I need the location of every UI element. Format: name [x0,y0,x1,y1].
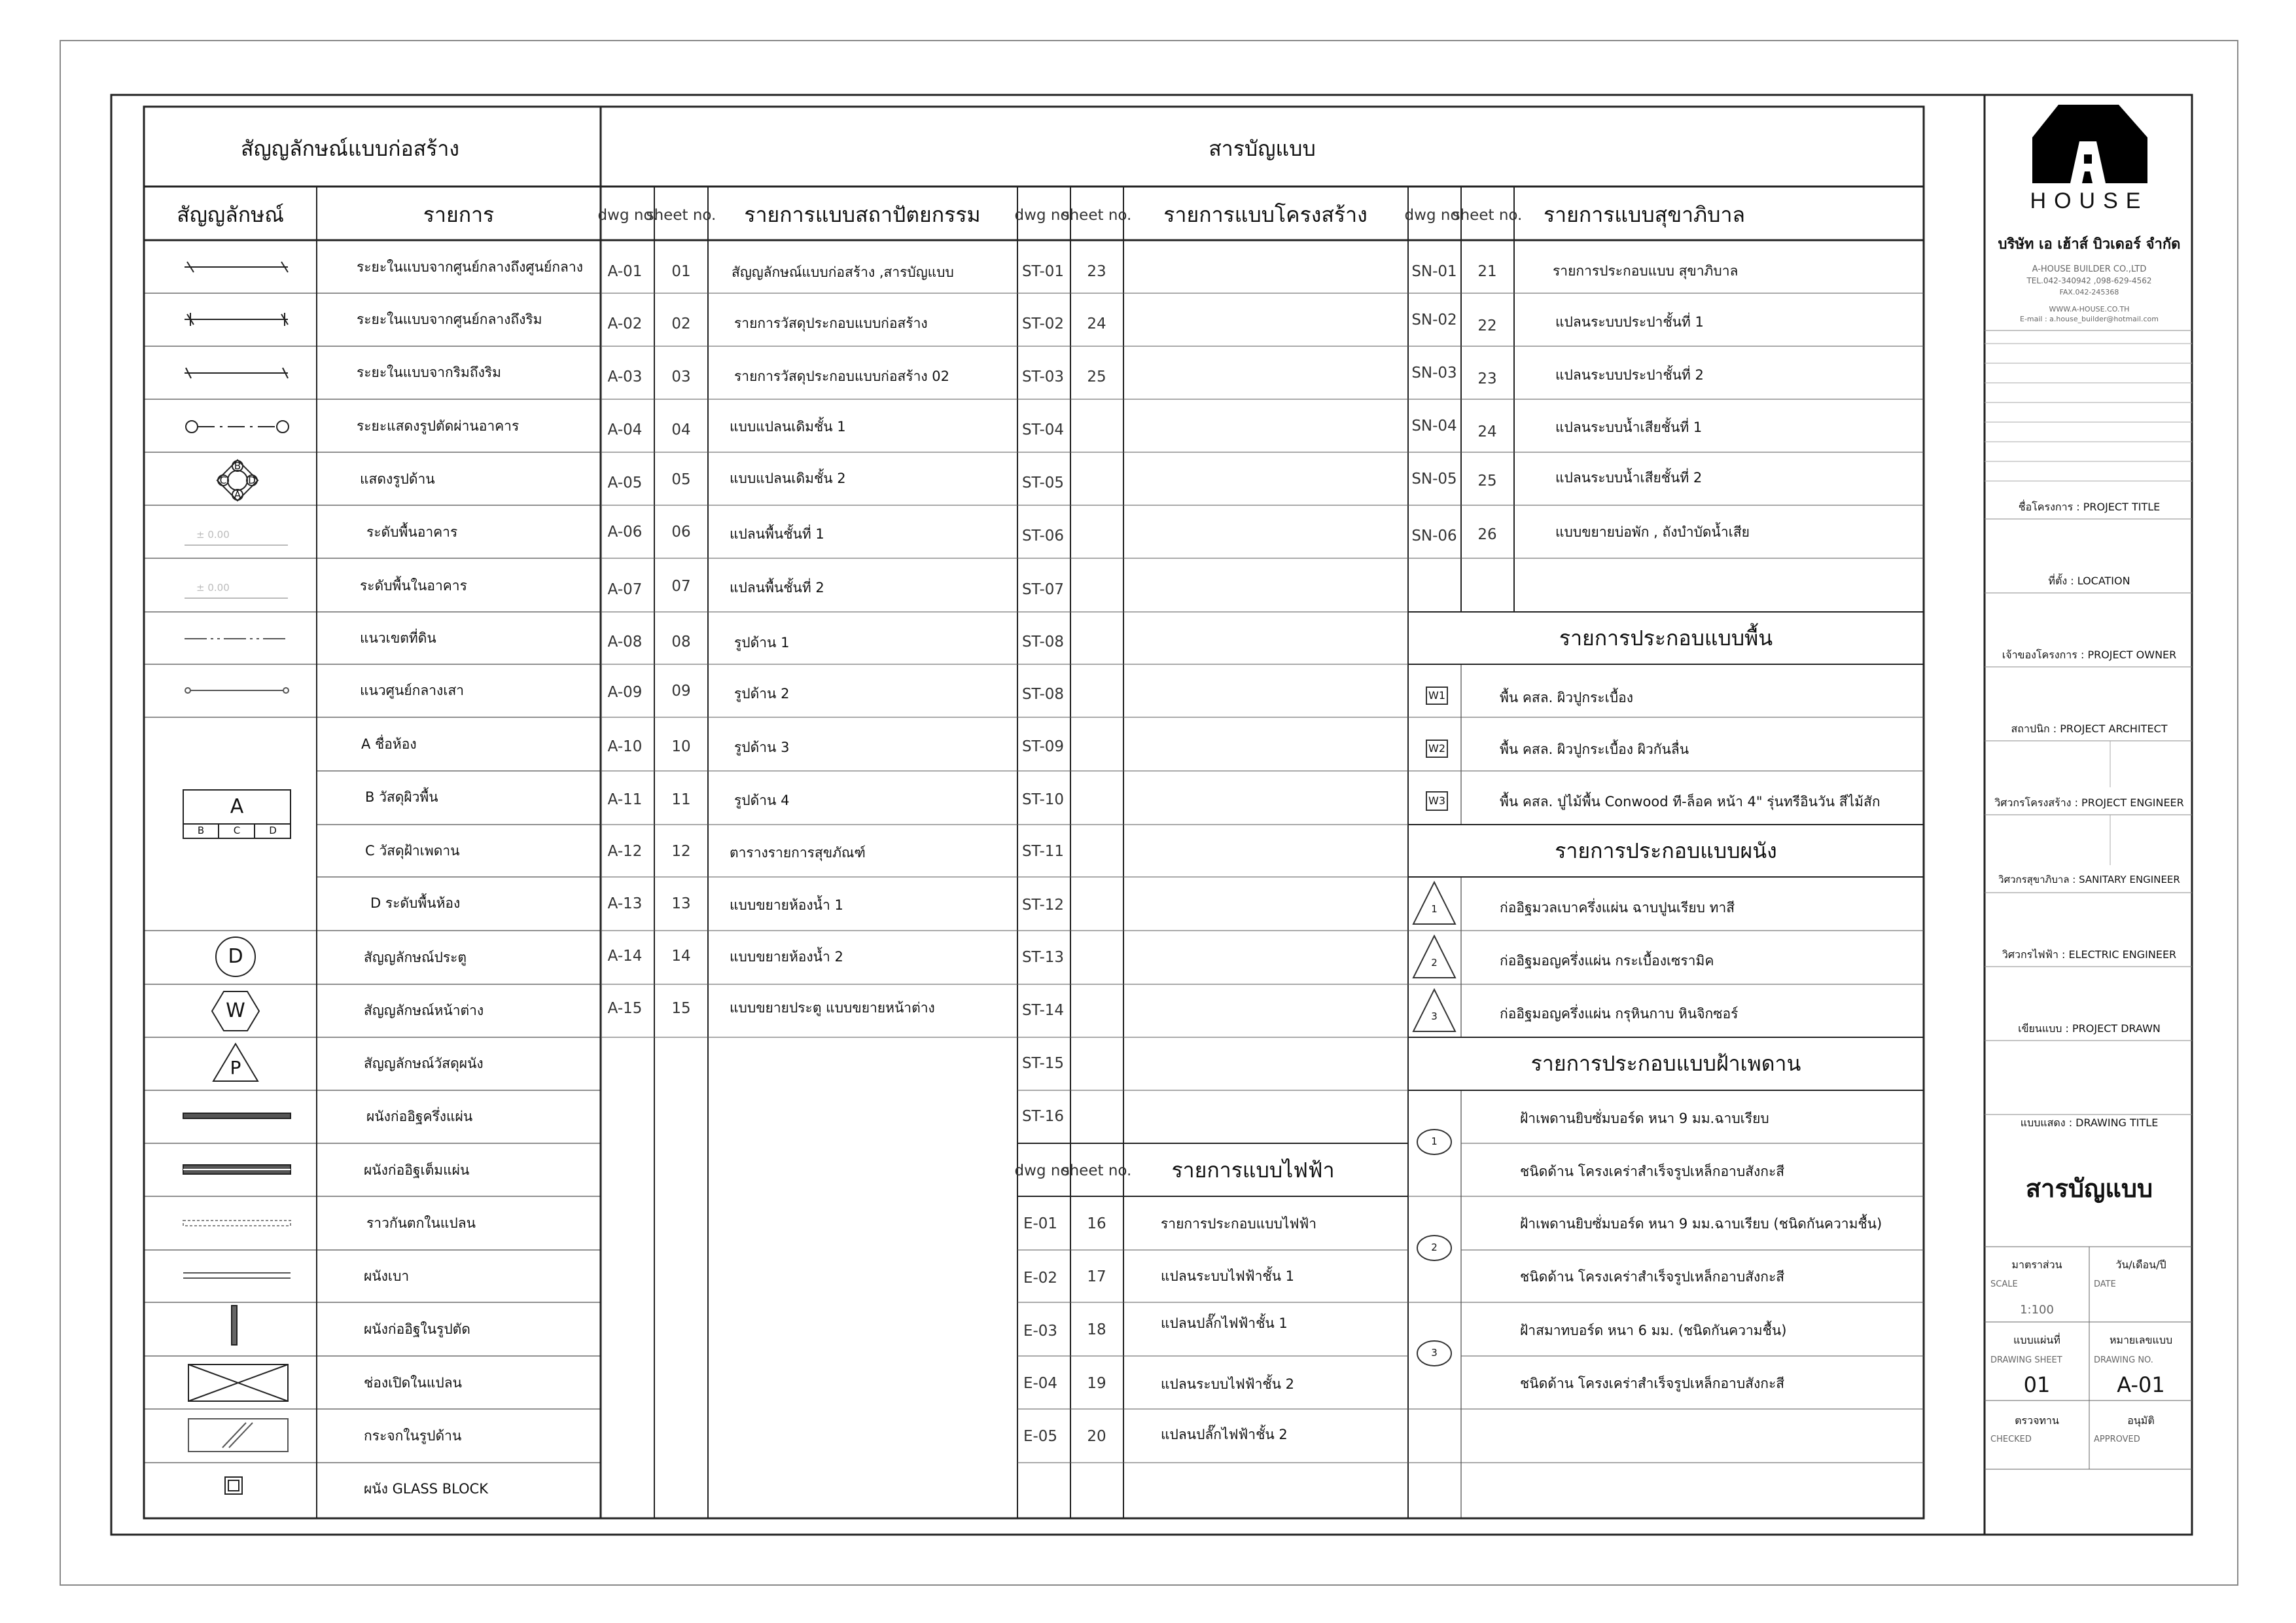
struct-row-11-dwg: ST-10 [1021,791,1065,808]
elec-row-3-title: แปลนปลั๊กไฟฟ้าชั้น 1 [1161,1315,1288,1331]
sheet-no: 14 [671,948,691,965]
floor-tag-1-text: W1 [1428,689,1445,702]
dwg-no: A-06 [607,524,643,541]
field-drawing-title: แบบแสดง : DRAWING TITLE [2020,1116,2159,1129]
date-label-th: วัน/เดือน/ปี [2115,1258,2166,1271]
drawing-title: แปลนพื้นชั้นที่ 2 [730,580,824,596]
room-tag-b: B [197,825,205,836]
elec-row-2-dwg: E-02 [1023,1270,1058,1287]
san-row-2-dwg: SN-02 [1411,312,1457,329]
legend-item-13: D ระดับพื้นห้อง [370,895,461,911]
san-row-6-dwg: SN-06 [1411,527,1457,544]
san-col-dwg: dwg no. [1404,207,1464,224]
drawing-title: รูปด้าน 4 [734,793,790,808]
dwg-no: A-07 [607,581,643,598]
sheet-no: 13 [671,895,691,912]
struct-row-12-dwg: ST-11 [1021,843,1065,860]
room-tag-c: C [233,825,241,836]
struct-row-16-dwg: ST-15 [1021,1055,1065,1072]
level-outside-text: ± 0.00 [196,529,230,541]
san-row-4-dwg: SN-04 [1411,418,1457,435]
dwg-no: A-01 [607,263,643,280]
approved-label-en: APPROVED [2094,1435,2140,1444]
dwg-no: A-15 [607,1000,643,1017]
elec-row-4-sheet: 19 [1087,1375,1106,1392]
dwg-no: A-14 [607,948,643,965]
san-row-6-sheet: 26 [1477,526,1497,543]
legend-item-5: แสดงรูปด้าน [360,471,435,487]
legend-item-23: กระจกในรูปด้าน [364,1428,462,1444]
legend-item-9: แนวศูนย์กลางเสา [360,683,465,698]
ceiling-row-1-line1: ฝ้าเพดานยิบซั่มบอร์ด หนา 9 มม.ฉาบเรียบ [1520,1111,1769,1126]
sheet-no: 11 [671,791,691,808]
field-owner: เจ้าของโครงการ : PROJECT OWNER [2002,649,2177,661]
elev-label-left: C [219,474,227,486]
elev-label-top: B [234,460,241,472]
ceiling-tag-3-text: 3 [1431,1347,1438,1359]
drawing-title: แบบขยายประตู แบบขยายหน้าต่าง [730,1000,935,1016]
legend-item-24: ผนัง GLASS BLOCK [364,1481,489,1497]
room-tag-d: D [269,825,277,836]
company-name-th: บริษัท เอ เฮ้าส์ บิวเดอร์ จำกัด [1998,236,2181,253]
struct-row-4-dwg: ST-04 [1021,421,1065,438]
legend-item-2: ระยะในแบบจากศูนย์กลางถึงริม [357,312,542,327]
struct-col-sheet: sheet no. [1061,207,1132,224]
struct-row-10-dwg: ST-09 [1021,738,1065,755]
window-tag-text: W [226,999,245,1022]
san-row-2-sheet: 22 [1477,317,1497,334]
sheet-no: 02 [671,315,691,332]
drawing-title: แปลนพื้นชั้นที่ 1 [730,526,824,542]
dwg-no: A-11 [607,791,643,808]
dwg-no: A-03 [607,368,643,385]
drawing-title-value: สารบัญแบบ [2025,1174,2153,1203]
san-row-1-dwg: SN-01 [1411,263,1457,280]
struct-row-3-dwg: ST-03 [1021,368,1065,385]
elec-row-5-title: แปลนปลั๊กไฟฟ้าชั้น 2 [1161,1427,1288,1442]
struct-row-1-sheet: 23 [1087,263,1106,280]
elec-col-dwg: dwg no. [1014,1162,1074,1179]
san-row-3-title: แปลนระบบประปาชั้นที่ 2 [1555,367,1704,383]
arch-col-sheet: sheet no. [646,207,716,224]
wall-row-1-desc: ก่ออิฐมวลเบาครึ่งแผ่น ฉาบปูนเรียบ ทาสี [1500,900,1735,916]
field-architect: สถาปนิก : PROJECT ARCHITECT [2011,722,2168,735]
company-web: WWW.A-HOUSE.CO.TH [2049,305,2130,313]
ceiling-tag-1-text: 1 [1431,1135,1438,1147]
wall-tag-2-text: 2 [1431,957,1438,969]
legend-item-15: สัญญลักษณ์หน้าต่าง [364,1003,484,1018]
sheet-no: 03 [671,368,691,385]
elec-row-2-sheet: 17 [1087,1268,1106,1285]
floor-tag-3-text: W3 [1428,794,1445,807]
elec-row-5-dwg: E-05 [1023,1428,1058,1445]
elec-row-3-sheet: 18 [1087,1321,1106,1338]
legend-item-8: แนวเขตที่ดิน [360,630,436,646]
scale-label-th: มาตราส่วน [2011,1258,2062,1271]
drawing-title: แบบขยายห้องน้ำ 1 [730,897,843,913]
struct-row-15-dwg: ST-14 [1021,1002,1065,1019]
struct-row-5-dwg: ST-05 [1021,474,1065,491]
checked-label-en: CHECKED [1990,1435,2032,1444]
floor-row-1-desc: พื้น คสล. ผิวปูกระเบื้อง [1500,690,1634,705]
elec-row-1-title: รายการประกอบแบบไฟฟ้า [1161,1216,1316,1232]
legend-item-6: ระดับพื้นอาคาร [366,524,458,540]
drawing-title: ตารางรายการสุขภัณฑ์ [730,845,866,861]
company-email: E-mail : a.house_builder@hotmail.com [2019,315,2159,323]
legend-col-item: รายการ [423,202,495,227]
san-col-sheet: sheet no. [1452,207,1523,224]
sheet-no: 10 [671,738,691,755]
struct-row-2-sheet: 24 [1087,315,1106,332]
dwgno-label-th: หมายเลขแบบ [2109,1334,2173,1346]
ceiling-row-3-line1: ฝ้าสมาทบอร์ด หนา 6 มม. (ชนิดกันความชื้น) [1520,1323,1787,1338]
struct-row-1-dwg: ST-01 [1021,263,1065,280]
san-row-3-dwg: SN-03 [1411,365,1457,382]
struct-row-17-dwg: ST-16 [1021,1108,1065,1125]
elec-row-1-dwg: E-01 [1023,1215,1058,1232]
legend-item-4: ระยะแสดงรูปตัดผ่านอาคาร [357,418,520,434]
legend-item-19: ราวกันตกในแปลน [366,1215,476,1231]
sheet-no: 05 [671,471,691,488]
legend-item-22: ช่องเปิดในแปลน [364,1375,462,1391]
drawing-title: รูปด้าน 1 [734,635,790,651]
elec-row-1-sheet: 16 [1087,1215,1106,1232]
elec-row-4-dwg: E-04 [1023,1375,1058,1392]
struct-row-7-dwg: ST-07 [1021,581,1065,598]
arch-col-dwg: dwg no. [597,207,658,224]
company-tel: TEL.042-340942 ,098-629-4562 [2026,276,2152,285]
elec-title: รายการแบบไฟฟ้า [1171,1158,1335,1183]
struct-row-2-dwg: ST-02 [1021,315,1065,332]
floor-tag-2-text: W2 [1428,742,1445,755]
dwg-no: A-10 [607,738,643,755]
dwg-no: A-09 [607,684,643,701]
san-row-1-sheet: 21 [1477,263,1497,280]
approved-label-th: อนุมัติ [2127,1414,2155,1427]
scale-label-en: SCALE [1990,1279,2018,1289]
company-name-en: A-HOUSE BUILDER CO.,LTD [2032,264,2147,274]
sheet-label-en: DRAWING SHEET [1990,1355,2062,1365]
legend-item-16: สัญญลักษณ์วัสดุผนัง [364,1056,484,1071]
legend-item-1: ระยะในแบบจากศูนย์กลางถึงศูนย์กลาง [357,259,583,275]
san-row-3-sheet: 23 [1477,370,1497,387]
sheet-no: 12 [671,843,691,860]
scale-value: 1:100 [2020,1303,2054,1317]
legend-item-21: ผนังก่ออิฐในรูปตัด [364,1321,470,1337]
date-label-en: DATE [2094,1279,2116,1289]
logo-text: HOUSE [2030,188,2149,213]
struct-row-6-dwg: ST-06 [1021,527,1065,544]
sheet-label-th: แบบแผ่นที่ [2013,1334,2060,1346]
drawing-title: แบบแปลนเดิมชั้น 1 [730,419,846,435]
struct-row-14-dwg: ST-13 [1021,949,1065,966]
ceiling-tag-2-text: 2 [1431,1241,1438,1253]
field-electric: วิศวกรไฟฟ้า : ELECTRIC ENGINEER [2002,948,2177,961]
elec-row-2-title: แปลนระบบไฟฟ้าชั้น 1 [1161,1268,1295,1284]
struct-title: รายการแบบโครงสร้าง [1163,202,1368,227]
legend-item-10: A ชื่อห้อง [361,736,417,752]
struct-col-dwg: dwg no. [1014,207,1074,224]
wall-row-2-desc: ก่ออิฐมอญครึ่งแผ่น กระเบื้องเซรามิค [1500,953,1714,969]
sheet-no: 08 [671,633,691,651]
ceiling-row-3-line2: ชนิดด้าน โครงเคร่าสำเร็จรูปเหล็กอาบสังกะสี [1520,1376,1785,1391]
drawing-title: แบบแปลนเดิมชั้น 2 [730,471,846,486]
dwg-no: A-13 [607,895,643,912]
dwg-no: A-02 [607,315,643,332]
sheet-no: 06 [671,524,691,541]
drawing-title: รูปด้าน 3 [734,740,790,755]
wall-title: รายการประกอบแบบผนัง [1555,838,1777,863]
san-row-1-title: รายการประกอบแบบ สุขาภิบาล [1553,263,1739,279]
elec-row-3-dwg: E-03 [1023,1323,1058,1340]
floor-row-3-desc: พื้น คสล. ปูไม้พื้น Conwood ที-ล็อค หน้า 4" รุ่นทรีอินวัน สีไม้สัก [1500,794,1881,810]
drawing-title: รูปด้าน 2 [734,686,790,702]
field-sanitary: วิศวกรสุขาภิบาล : SANITARY ENGINEER [1998,874,2180,885]
ceiling-title: รายการประกอบแบบฝ้าเพดาน [1530,1051,1801,1076]
legend-item-7: ระดับพื้นในอาคาร [360,578,467,594]
sheet-value: 01 [2023,1372,2051,1397]
elev-label-bottom: A [234,489,241,501]
dwgno-value: A-01 [2117,1372,2165,1397]
struct-row-13-dwg: ST-12 [1021,897,1065,914]
elev-label-right: D [248,474,256,486]
ceiling-row-2-line1: ฝ้าเพดานยิบซั่มบอร์ด หนา 9 มม.ฉาบเรียบ (ชนิดกันความชื้น) [1520,1216,1882,1232]
index-title: สารบัญแบบ [1209,136,1316,161]
field-drawn: เขียนแบบ : PROJECT DRAWN [2018,1022,2161,1035]
legend-item-11: B วัสดุผิวพื้น [365,789,438,805]
legend-item-12: C วัสดุฝ้าเพดาน [365,843,460,859]
arch-title: รายการแบบสถาปัตยกรรม [744,202,981,227]
wall-tag-1-text: 1 [1431,903,1438,915]
floor-row-2-desc: พื้น คสล. ผิวปูกระเบื้อง ผิวกันลื่น [1500,741,1689,757]
sheet-no: 01 [671,263,691,280]
ceiling-row-2-line2: ชนิดด้าน โครงเคร่าสำเร็จรูปเหล็กอาบสังกะสี [1520,1269,1785,1285]
san-title: รายการแบบสุขาภิบาล [1543,202,1746,227]
san-row-5-title: แปลนระบบน้ำเสียชั้นที่ 2 [1555,470,1703,486]
elec-row-5-sheet: 20 [1087,1428,1106,1445]
sheet-no: 09 [671,683,691,700]
struct-row-8-dwg: ST-08 [1021,633,1065,651]
drawing-title: รายการวัสดุประกอบแบบก่อสร้าง 02 [734,368,950,384]
checked-label-th: ตรวจทาน [2015,1414,2059,1427]
elec-row-4-title: แปลนระบบไฟฟ้าชั้น 2 [1161,1376,1295,1392]
dwg-no: A-12 [607,843,643,860]
sheet-no: 15 [671,1000,691,1017]
company-fax: FAX.042-245368 [2059,288,2119,296]
dwg-no: A-05 [607,474,643,491]
legend-item-18: ผนังก่ออิฐเต็มแผ่น [364,1162,470,1178]
field-project-title: ชื่อโครงการ : PROJECT TITLE [2018,501,2161,513]
elec-col-sheet: sheet no. [1061,1162,1132,1179]
drawing-title: สัญญลักษณ์แบบก่อสร้าง ,สารบัญแบบ [732,264,954,280]
legend-item-20: ผนังเบา [364,1268,410,1284]
san-row-6-title: แบบขยายบ่อพัก , ถังบำบัดน้ำเสีย [1555,524,1750,540]
wall-tag-3-text: 3 [1431,1010,1438,1022]
door-tag-text: D [228,945,243,968]
struct-row-9-dwg: ST-08 [1021,686,1065,703]
san-row-4-sheet: 24 [1477,423,1497,440]
floor-title: รายการประกอบแบบพื้น [1559,626,1773,651]
field-location: ที่ตั้ง : LOCATION [2048,575,2130,587]
level-inside-text: ± 0.00 [196,582,230,594]
sheet-no: 04 [671,421,691,438]
san-row-5-sheet: 25 [1477,473,1497,490]
dwg-no: A-08 [607,633,643,651]
struct-row-3-sheet: 25 [1087,368,1106,385]
sheet-no: 07 [671,578,691,595]
san-row-5-dwg: SN-05 [1411,471,1457,488]
dwg-no: A-04 [607,421,643,438]
san-row-2-title: แปลนระบบประปาชั้นที่ 1 [1555,314,1704,330]
drawing-title: รายการวัสดุประกอบแบบก่อสร้าง [734,315,928,331]
dwgno-label-en: DRAWING NO. [2094,1355,2153,1365]
wall-row-3-desc: ก่ออิฐมอญครึ่งแผ่น กรุหินกาบ หินจิกซอร์ [1500,1006,1739,1022]
partition-tag-text: P [230,1057,241,1079]
legend-col-symbol: สัญญลักษณ์ [177,202,284,227]
field-engineer: วิศวกรโครงสร้าง : PROJECT ENGINEER [1994,796,2184,809]
room-tag-letter: A [230,795,244,818]
san-row-4-title: แปลนระบบน้ำเสียชั้นที่ 1 [1555,419,1703,435]
ceiling-row-1-line2: ชนิดด้าน โครงเคร่าสำเร็จรูปเหล็กอาบสังกะสี [1520,1164,1785,1179]
legend-item-17: ผนังก่ออิฐครึ่งแผ่น [366,1109,473,1124]
drawing-title: แบบขยายห้องน้ำ 2 [730,949,843,965]
legend-item-14: สัญญลักษณ์ประตู [364,950,467,965]
legend-title: สัญญลักษณ์แบบก่อสร้าง [241,136,459,161]
legend-item-3: ระยะในแบบจากริมถึงริม [357,365,501,380]
